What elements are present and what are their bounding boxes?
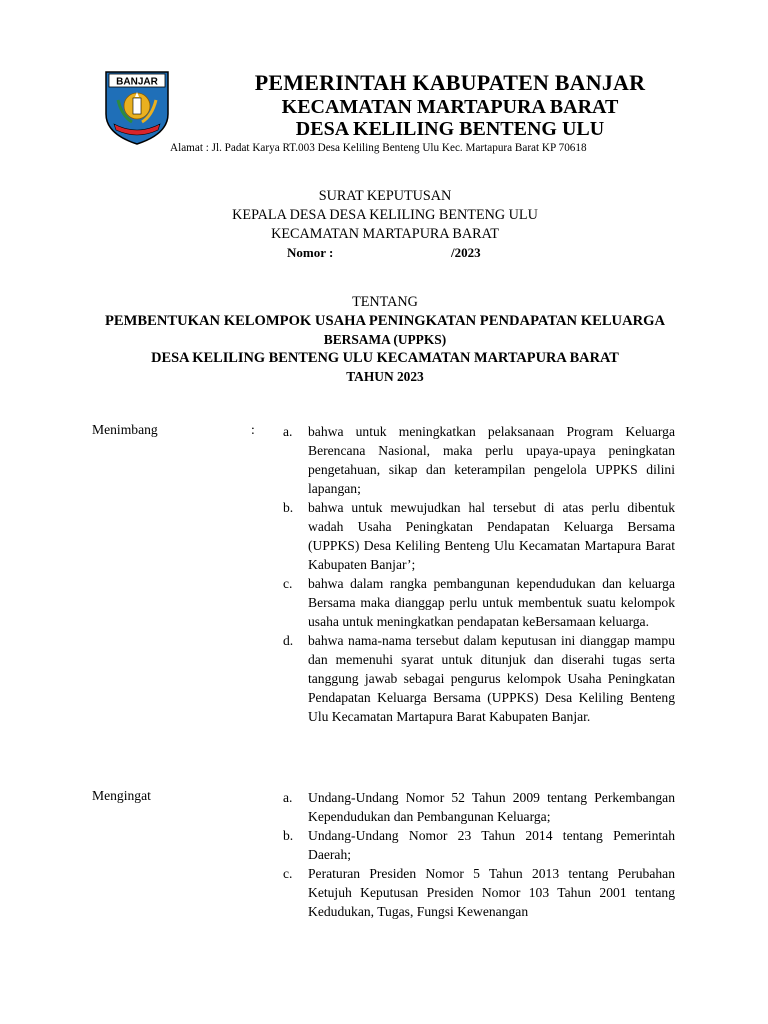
subject-line-4: TAHUN 2023 — [346, 369, 424, 384]
logo-text: BANJAR — [116, 76, 158, 88]
list-item-text: bahwa untuk mewujudkan hal tersebut di atas perlu dibentuk wadah Usaha Peningkatan Pendapatan Keluarga Bersama (UPPKS) Desa Keliling Benteng Ulu Kecamatan Martapura Barat Kabupaten Banjar’; — [308, 500, 675, 572]
list-item — [283, 826, 675, 864]
list-item — [283, 864, 675, 921]
section-colon: : — [251, 422, 255, 437]
list-item-letter: b. — [283, 500, 294, 515]
list-item — [283, 422, 675, 498]
subject-heading: TENTANG — [352, 294, 418, 310]
subject-line-2: BERSAMA (UPPKS) — [323, 332, 447, 347]
decree-number-year: /2023 — [451, 245, 481, 260]
list-item — [283, 574, 675, 631]
list-item-letter: a. — [283, 790, 293, 805]
list-item-letter: a. — [283, 424, 293, 439]
letterhead-government: PEMERINTAH KABUPATEN BANJAR — [254, 70, 646, 95]
list-item — [283, 631, 675, 726]
list-item-text: bahwa untuk meningkatkan pelaksanaan Program Keluarga Berencana Nasional, maka perlu upaya-upaya peningkatan pengetahuan, sikap dan keterampilan pengelola UPPKS dilini lapangan; — [308, 424, 675, 496]
list-item-letter: c. — [283, 576, 293, 591]
list-item-letter: d. — [283, 633, 294, 648]
decree-issuer: KEPALA DESA DESA KELILING BENTENG ULU — [232, 207, 538, 223]
letterhead-address: Alamat : Jl. Padat Karya RT.003 Desa Keliling Benteng Ulu Kec. Martapura Barat KP 70618 — [170, 142, 587, 154]
list-item-text: Undang-Undang Nomor 23 Tahun 2014 tentang Pemerintah Daerah; — [308, 828, 675, 862]
section-label-mengingat: Mengingat — [92, 788, 151, 803]
letterhead-district: KECAMATAN MARTAPURA BARAT — [281, 96, 619, 118]
list-item — [283, 498, 675, 574]
letterhead-village: DESA KELILING BENTENG ULU — [295, 118, 605, 140]
list-item-text: bahwa dalam rangka pembangunan kependudukan dan keluarga Bersama maka dianggap perlu untuk membentuk suatu kelompok usaha untuk meningkatkan pendapatan keBersamaan keluarga. — [308, 576, 675, 629]
subject-line-1: PEMBENTUKAN KELOMPOK USAHA PENINGKATAN PENDAPATAN KELUARGA — [104, 313, 666, 329]
menimbang-list — [283, 422, 675, 726]
decree-title: SURAT KEPUTUSAN — [318, 188, 452, 204]
section-label-menimbang: Menimbang — [92, 422, 158, 437]
decree-district: KECAMATAN MARTAPURA BARAT — [271, 226, 499, 242]
list-item-text: bahwa nama-nama tersebut dalam keputusan ini dianggap mampu dan memenuhi syarat untuk ditunjuk dan diserahi tugas serta tanggung jawab sebagai pengurus kelompok Usaha Peningkatan Pendapatan Keluarga Bersama (UPPKS) Desa Keliling Benteng Ulu Kecamatan Martapura Barat Kabupaten Banjar. — [308, 633, 675, 724]
list-item-text: Undang-Undang Nomor 52 Tahun 2009 tentang Perkembangan Kependudukan dan Pembangunan Keluarga; — [308, 790, 675, 824]
subject-line-3: DESA KELILING BENTENG ULU KECAMATAN MARTAPURA BARAT — [151, 350, 619, 366]
list-item-text: Peraturan Presiden Nomor 5 Tahun 2013 tentang Perubahan Ketujuh Keputusan Presiden Nomor 103 Tahun 2001 tentang Kedudukan, Tugas, Fungsi Kewenangan — [308, 866, 675, 919]
list-item-letter: c. — [283, 866, 293, 881]
list-item-letter: b. — [283, 828, 294, 843]
list-item — [283, 788, 675, 826]
mengingat-list — [283, 788, 675, 921]
decree-number-label: Nomor : — [287, 245, 334, 260]
